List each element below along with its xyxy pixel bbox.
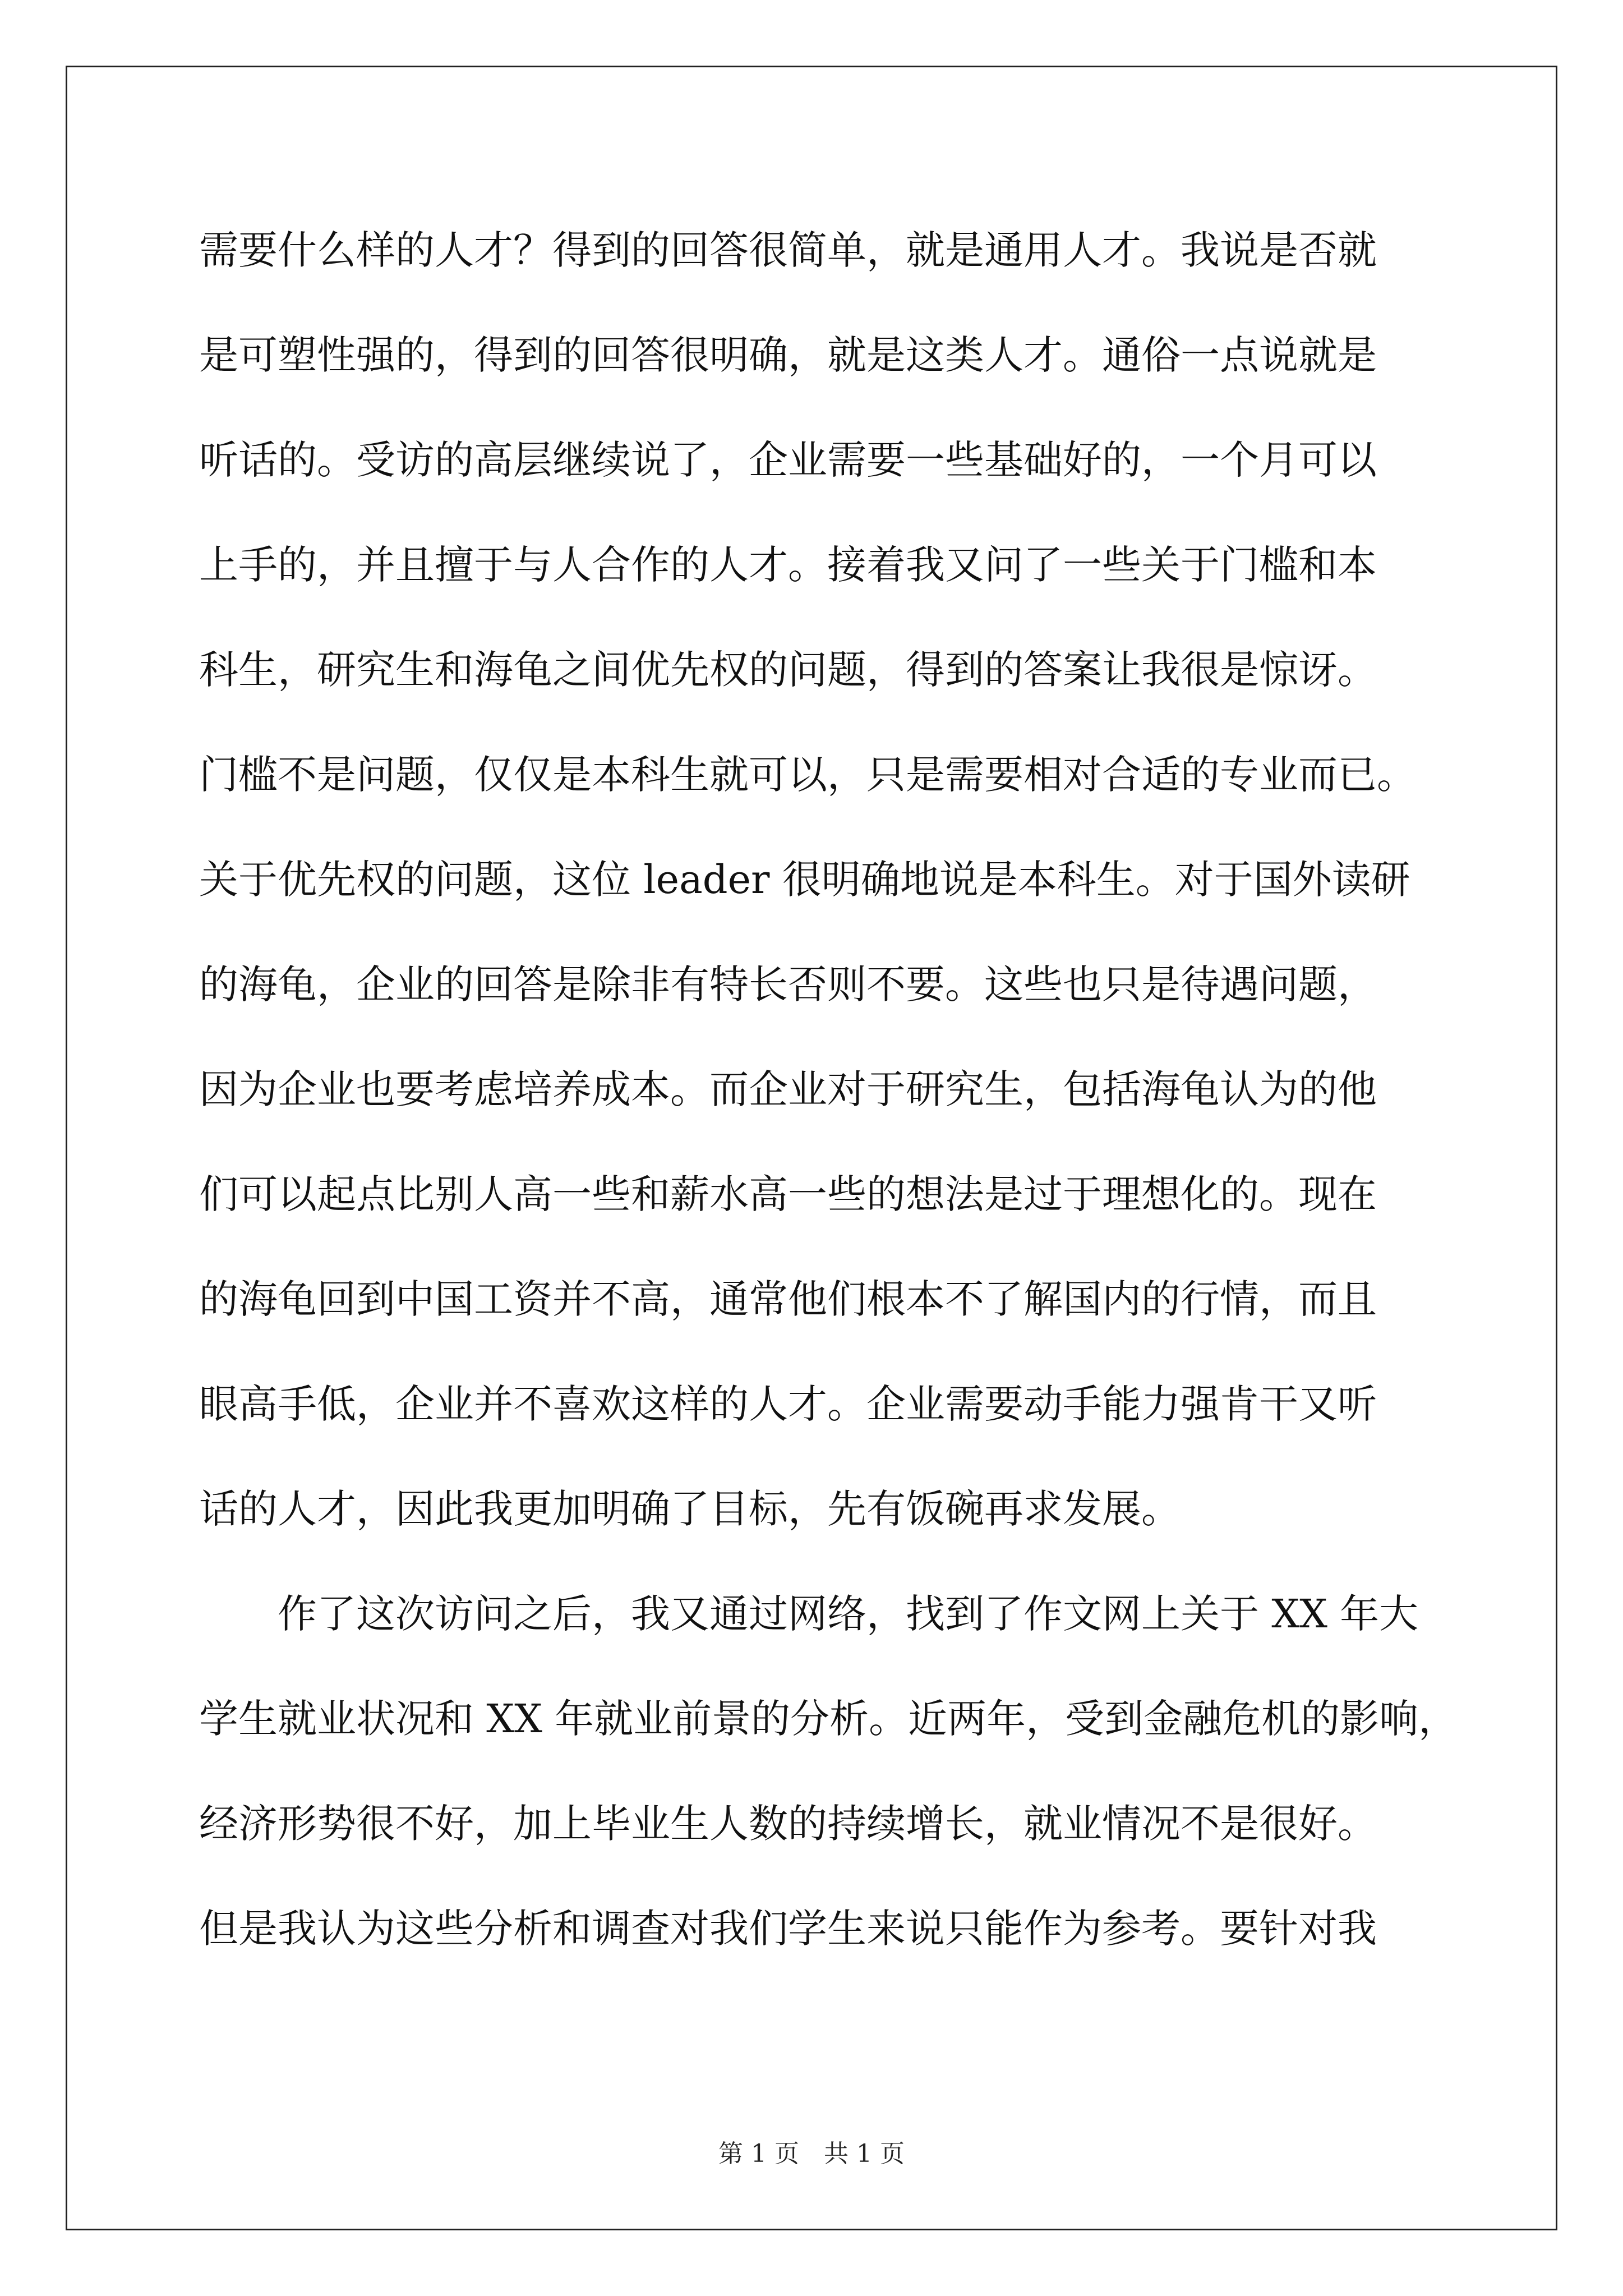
body-line-12: 眼高手低，企业并不喜欢这样的人才。企业需要动手能力强肯干又听	[199, 1381, 1377, 1427]
body-line-16: 经济形势很不好，加上毕业生人数的持续增长，就业情况不是很好。	[199, 1801, 1377, 1847]
body-line-7: 关于优先权的问题，这位 leader 很明确地说是本科生。对于国外读研	[199, 857, 1410, 903]
body-line-9: 因为企业也要考虑培养成本。而企业对于研究生，包括海龟认为的他	[199, 1066, 1377, 1112]
body-line-4: 上手的，并且擅于与人合作的人才。接着我又问了一些关于门槛和本	[199, 542, 1377, 588]
body-line-15: 学生就业状况和 XX 年就业前景的分析。近两年，受到金融危机的影响，	[199, 1696, 1458, 1742]
body-line-14: 作了这次访问之后，我又通过网络，找到了作文网上关于 XX 年大	[199, 1591, 1419, 1637]
body-line-3: 听话的。受访的高层继续说了，企业需要一些基础好的，一个月可以	[199, 437, 1377, 483]
body-line-8: 的海龟，企业的回答是除非有特长否则不要。这些也只是待遇问题，	[199, 961, 1377, 1007]
body-line-6: 门槛不是问题，仅仅是本科生就可以，只是需要相对合适的专业而已。	[199, 752, 1416, 798]
body-line-1: 需要什么样的人才？得到的回答很简单，就是通用人才。我说是否就	[199, 227, 1377, 273]
page-footer: 第 1 页 共 1 页	[718, 2139, 905, 2168]
body-line-5: 科生，研究生和海龟之间优先权的问题，得到的答案让我很是惊讶。	[199, 647, 1377, 693]
body-line-2: 是可塑性强的，得到的回答很明确，就是这类人才。通俗一点说就是	[199, 332, 1377, 378]
body-line-11: 的海龟回到中国工资并不高，通常他们根本不了解国内的行情，而且	[199, 1276, 1377, 1322]
body-line-17: 但是我认为这些分析和调查对我们学生来说只能作为参考。要针对我	[199, 1906, 1377, 1952]
body-line-10: 们可以起点比别人高一些和薪水高一些的想法是过于理想化的。现在	[199, 1171, 1377, 1217]
body-line-13: 话的人才，因此我更加明确了目标，先有饭碗再求发展。	[199, 1486, 1181, 1532]
